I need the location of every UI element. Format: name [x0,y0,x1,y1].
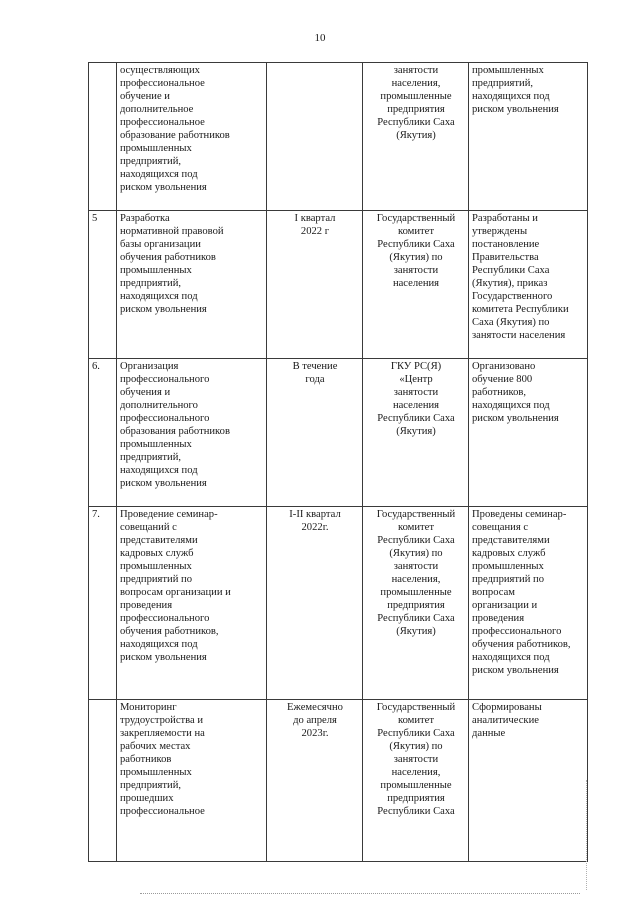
deadline-cell [267,700,363,862]
result-cell [469,63,588,211]
event-cell [117,211,267,359]
deadline-text: I квартал 2022 г [294,213,336,237]
deadline-cell [267,507,363,700]
event-cell [117,700,267,862]
row-number: 6. [92,361,100,372]
row-number: 7. [92,509,100,520]
row-number-cell [89,507,117,700]
responsible-text: Государственный комитет Республики Саха (Якутия) по занятости населения, промышленные предприятия Республики Саха [376,702,456,817]
row-number-cell [89,63,117,211]
result-cell [469,700,588,862]
deadline-text: В течение года [292,361,338,385]
table-row [89,211,588,359]
result-cell [469,359,588,507]
deadline-cell [267,359,363,507]
responsible-cell [363,700,469,862]
deadline-text: Ежемесячно до апреля 2023г. [287,702,343,739]
event-cell [117,507,267,700]
responsible-text: занятости населения, промышленные предприятия Республики Саха (Якутия) [377,65,455,141]
row-number-cell [89,359,117,507]
scan-margin-line [586,780,587,890]
deadline-cell [267,211,363,359]
event-text: Мониторинг трудоустройства и закрепляемости на рабочих местах работников промышленных предприятий, прошедших профессиональное [120,702,205,817]
responsible-text: Государственный комитет Республики Саха (Якутия) по занятости населения, промышленные предприятия Республики Саха (Якутия) [376,509,456,637]
event-text: Разработка нормативной правовой базы организации обучения работников промышленных предприятий, находящихся под риском увольнения [120,213,224,315]
table-row [89,700,588,862]
row-number: 5 [92,213,98,224]
result-text: Разработаны и утверждены постановление Правительства Республики Саха (Якутия), приказ Государственного комитета Республики Саха (Якутия) по занятости населения [472,213,569,341]
deadline-text: I-II квартал 2022г. [289,509,341,533]
event-cell [117,63,267,211]
table-row [89,359,588,507]
scan-footer-line [140,893,580,894]
result-text: промышленных предприятий, находящихся под риском увольнения [472,65,559,115]
result-text: Организовано обучение 800 работников, находящихся под риском увольнения [472,361,559,424]
responsible-cell [363,359,469,507]
table-row [89,63,588,211]
result-text: Сформированы аналитические данные [472,702,542,739]
result-text: Проведены семинар- совещания с представителями кадровых служб промышленных предприятий по вопросам организации и проведения профессионального обучения работников, находящихся под риском увольнения [472,509,571,676]
row-number-cell [89,700,117,862]
event-text: Проведение семинар- совещаний с представителями кадровых служб промышленных предприятий по вопросам организации и проведения профессионального обучения работников, находящихся под риском увольнения [120,509,231,663]
responsible-cell [363,507,469,700]
event-text: осуществляющих профессиональное обучение и дополнительное профессиональное образование работников промышленных предприятий, находящихся под риском увольнения [120,65,230,193]
responsible-text: ГКУ РС(Я) «Центр занятости населения Республики Саха (Якутия) [377,361,455,437]
responsible-cell [363,63,469,211]
result-cell [469,507,588,700]
measures-table [88,62,588,862]
deadline-cell [267,63,363,211]
row-number-cell [89,211,117,359]
event-text: Организация профессионального обучения и дополнительного профессионального образования работников промышленных предприятий, находящихся под риском увольнения [120,361,230,489]
page-number: 10 [314,32,326,44]
responsible-cell [363,211,469,359]
responsible-text: Государственный комитет Республики Саха (Якутия) по занятости населения [376,213,456,289]
result-cell [469,211,588,359]
table-row [89,507,588,700]
event-cell [117,359,267,507]
